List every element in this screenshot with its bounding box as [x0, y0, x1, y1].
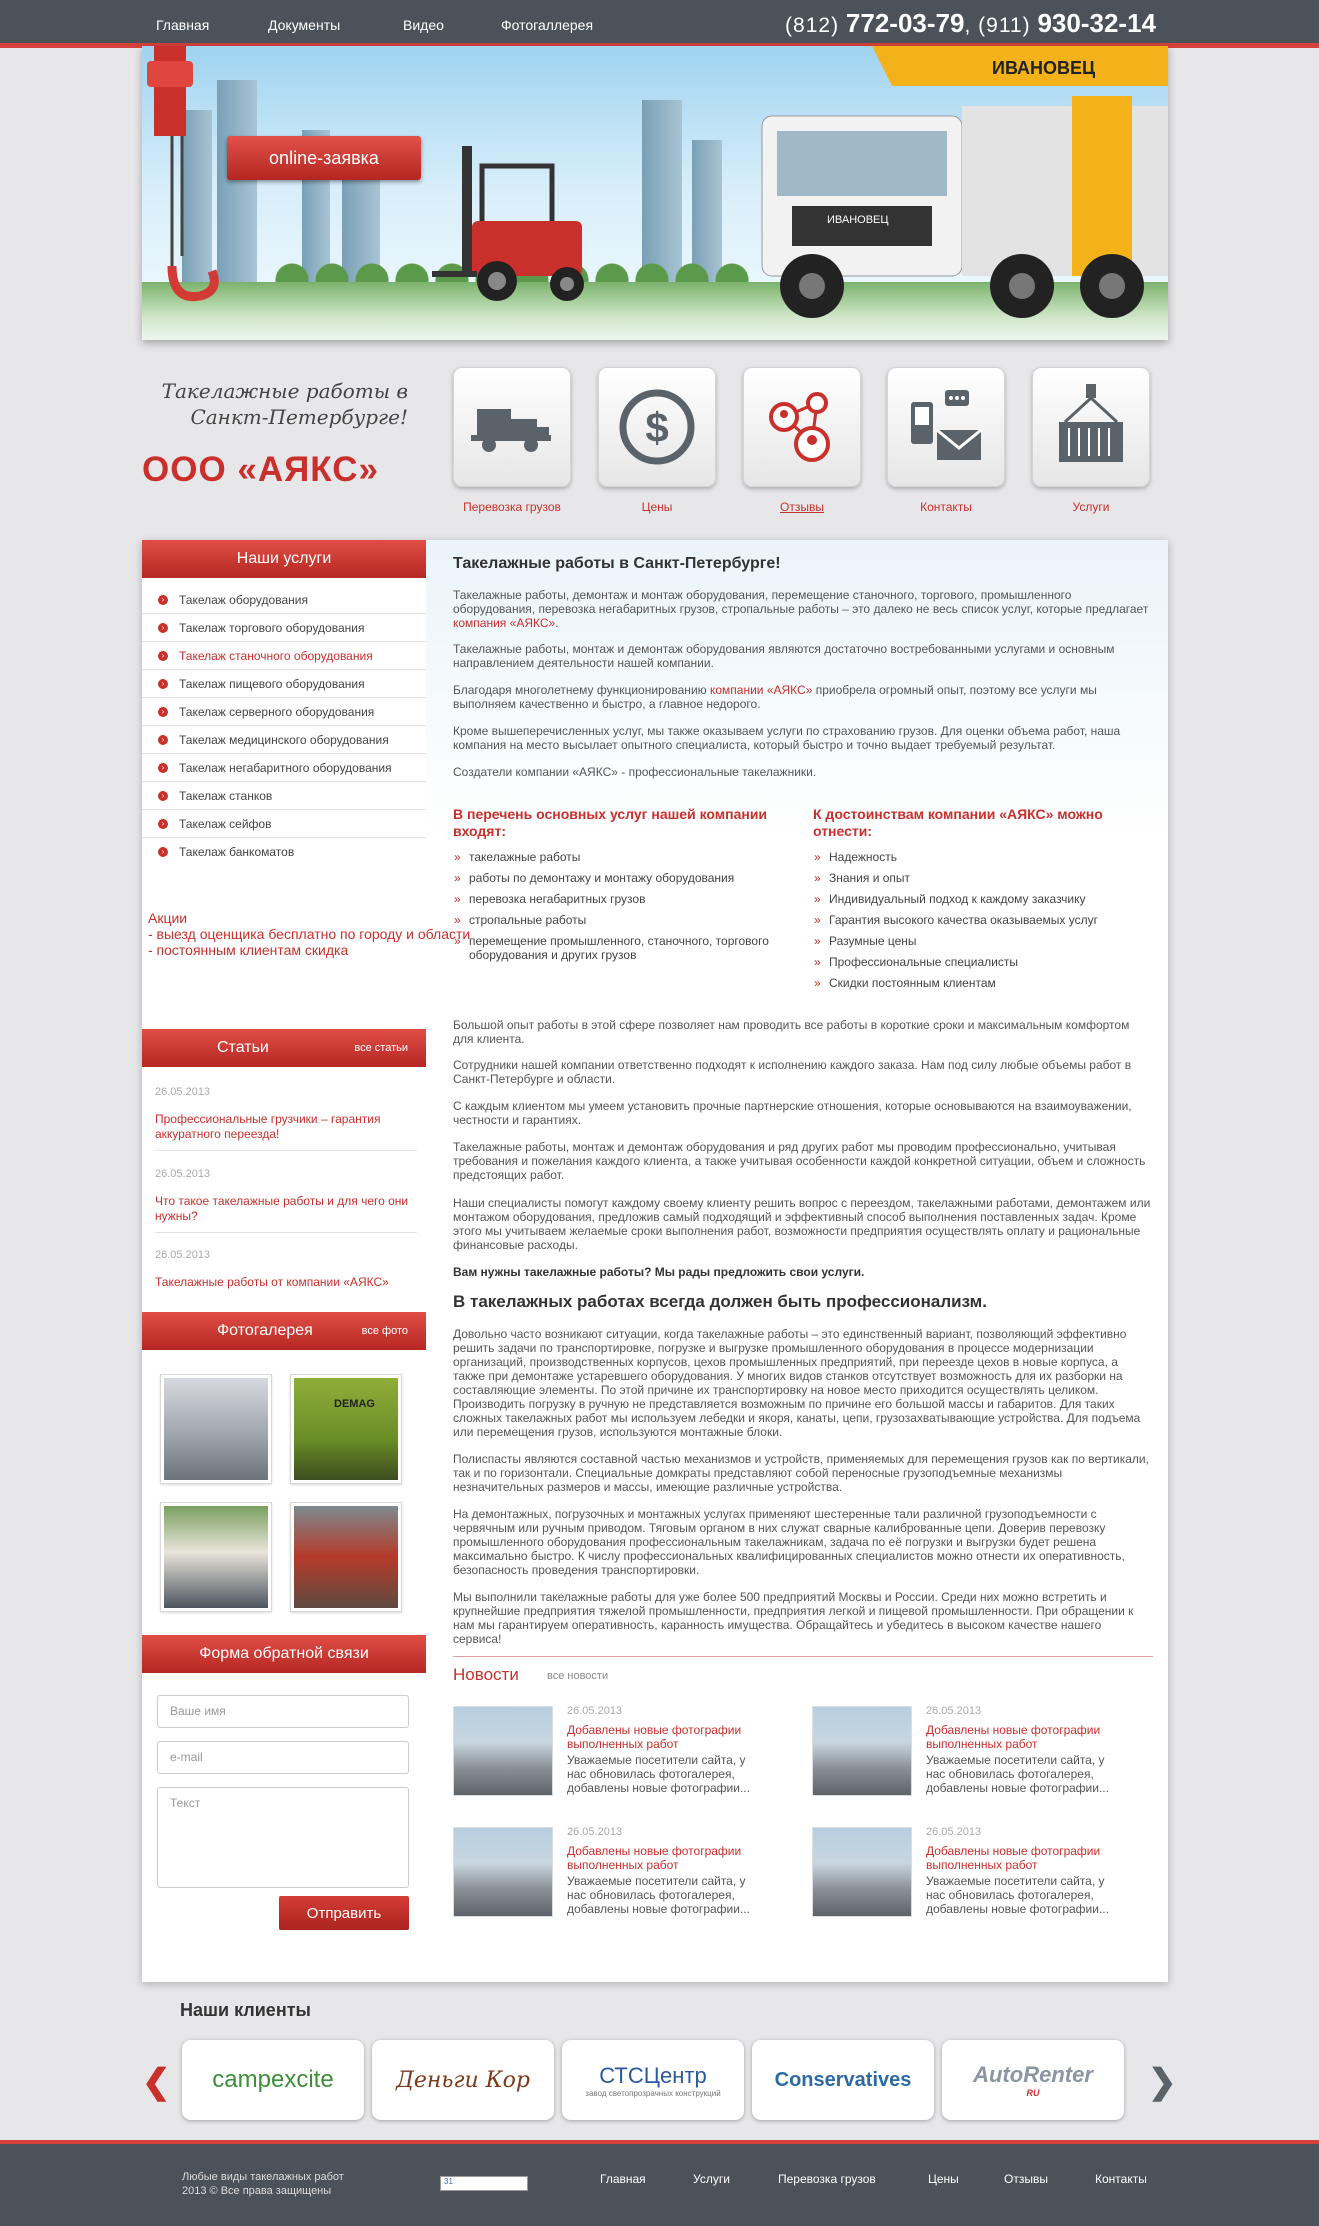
nav-documents[interactable]: Документы: [268, 17, 341, 33]
arrow-bullet-icon: ›: [158, 735, 168, 745]
dollar-icon: [617, 387, 697, 467]
advantages-list-item: » Разумные цены: [829, 934, 1149, 948]
nav-gallery[interactable]: Фотогаллерея: [501, 17, 594, 33]
content-panel: [142, 540, 1168, 1982]
promotion-item: - выезд оценщика бесплатно по городу и области: [148, 926, 471, 942]
brand-tagline: Такелажные работы в Санкт-Петербурге!: [161, 379, 408, 429]
truck-grille-label: ИВАНОВЕЦ: [827, 214, 889, 226]
service-item[interactable]: › Такелаж сейфов: [142, 810, 426, 838]
arrow-bullet-icon: ›: [158, 679, 168, 689]
call-to-action: Вам нужны такелажные работы? Мы рады предложить свои услуги.: [453, 1265, 865, 1279]
paragraph: Довольно часто возникают ситуации, когда такелажные работы – это единственный вариант, позволяющий эффективно решить задачи по транспортировке, погрузке и выгрузке промышленного оборудования в процессе модернизации организаций, производственных корпусов, цехов промышленных предприятий, при переезде цехов в новые корпуса, а также при демонтаже устаревшего оборудования. У многих видов станков отсутствует возможность для их разборки на составляющие элементы. По этой причине их транспортировку на новое место приходится осуществлять целиком. Производить погрузку в ручную не представляется возможным по причине его большой массы и габаритов. Для таких сложных такелажных работ мы используем лебедки и якоря, канаты, цепи, грузозахватывающие устройства. Для подъема или перемещения грузов, используются монтажные блоки.: [453, 1327, 1141, 1439]
quick-label-transport[interactable]: Перевозка грузов: [463, 500, 561, 514]
forklift-image: [402, 136, 602, 306]
service-item-active[interactable]: › Такелаж станочного оборудования: [142, 642, 426, 670]
intro-paragraph-5: Создатели компании «АЯКС» - профессиональные такелажники.: [453, 765, 817, 779]
news-title: Новости: [453, 1665, 519, 1684]
cargo-transport-icon-button[interactable]: [453, 367, 571, 487]
clients-title: Наши клиенты: [180, 2000, 311, 2020]
next-arrow-icon[interactable]: ❯: [1148, 2063, 1177, 2101]
all-articles-link[interactable]: все статьи: [354, 1042, 408, 1054]
article-date: 26.05.2013: [155, 1249, 211, 1261]
online-request-button[interactable]: online-заявка: [227, 136, 421, 180]
feedback-form-header: Форма обратной связи: [142, 1635, 426, 1673]
gallery-thumbnail[interactable]: [160, 1502, 272, 1612]
paragraph: Такелажные работы, монтаж и демонтаж оборудования и ряд других работ мы проводим профессионально, учитывая требования и пожелания каждого клиента, а также учитывая особенности каждой конкретной ситуации, объем и сложность предстоящих работ.: [453, 1140, 1146, 1182]
network-users-icon: [762, 387, 842, 467]
footer-nav-prices[interactable]: Цены: [928, 2172, 959, 2186]
intro-paragraph-1: Такелажные работы, демонтаж и монтаж оборудования, перемещение станочного, торгового, промышленного оборудования, перевозка негабаритных грузов, стропальные работы – это далеко не весь список услуг, которые предлагает компания «АЯКС».: [453, 588, 1149, 630]
news-excerpt: Уважаемые посетители сайта, у нас обновилась фотогалерея, добавлены новые фотографии...: [567, 1753, 750, 1795]
prices-icon-button[interactable]: [598, 367, 716, 487]
divider: [155, 1232, 417, 1233]
main-content: [426, 540, 1168, 1982]
phone-mail-icon: [901, 382, 991, 472]
advantages-list-title: К достоинствам компании «АЯКС» можно отнести:: [813, 806, 1103, 839]
client-logo-campexcite[interactable]: campexcite: [182, 2040, 364, 2120]
article-link[interactable]: Такелажные работы от компании «АЯКС»: [155, 1275, 389, 1289]
client-logo-conservatives[interactable]: Conservatives: [752, 2040, 934, 2120]
demag-photo: DEMAG: [294, 1378, 398, 1480]
company-name: ООО «АЯКС»: [142, 450, 379, 489]
news-image[interactable]: [812, 1706, 912, 1796]
quick-label-prices[interactable]: Цены: [641, 500, 673, 514]
gallery-thumbnail[interactable]: [290, 1502, 402, 1612]
gallery-thumbnail[interactable]: [160, 1374, 272, 1484]
client-logo-dengi-kor[interactable]: Деньги Кор: [372, 2040, 554, 2120]
service-item[interactable]: › Такелаж серверного оборудования: [142, 698, 426, 726]
advantages-list-item: » Профессиональные специалисты: [829, 955, 1149, 969]
prev-arrow-icon[interactable]: ❮: [142, 2063, 171, 2101]
all-photos-link[interactable]: все фото: [361, 1325, 408, 1337]
footer-nav-transport[interactable]: Перевозка грузов: [778, 2172, 876, 2186]
news-excerpt: Уважаемые посетители сайта, у нас обновилась фотогалерея, добавлены новые фотографии...: [926, 1753, 1109, 1795]
services-list-item: » перевозка негабаритных грузов: [469, 892, 789, 906]
phone-number-1: 772-03-79: [845, 8, 965, 38]
top-navigation-bar: [0, 0, 1319, 48]
paragraph: На демонтажных, погрузочных и монтажных услугах применяют шестеренные тали различной грузоподъемности с червячным или ручным приводом. Тяговым органом в них служат сварные калиброванные цепи. Доверив перевозку промышленного оборудования профессиональным такелажникам, задача по её погрузки и выгрузки будет решена максимально быстро. К числу профессиональных квалифицированных специалистов можно отнести их оперативность, безопасность проведения транспортировки.: [453, 1507, 1125, 1577]
arrow-bullet-icon: ›: [158, 763, 168, 773]
services-list-item: » стропальные работы: [469, 913, 789, 927]
phone-number-2: 930-32-14: [1037, 8, 1156, 38]
company-link[interactable]: компании «АЯКС»: [709, 683, 813, 697]
news-image[interactable]: [812, 1827, 912, 1917]
gallery-title: Фотогалерея: [217, 1322, 313, 1339]
divider: [155, 1150, 417, 1151]
quick-label-reviews[interactable]: Отзывы: [780, 500, 824, 514]
reviews-icon-button[interactable]: [743, 367, 861, 487]
service-item[interactable]: › Такелаж станков: [142, 782, 426, 810]
news-date: 26.05.2013: [567, 1826, 623, 1838]
news-excerpt: Уважаемые посетители сайта, у нас обновилась фотогалерея, добавлены новые фотографии...: [567, 1874, 750, 1916]
all-news-link[interactable]: все новости: [547, 1670, 609, 1682]
company-link[interactable]: компания «АЯКС»: [453, 616, 556, 630]
footer-nav-services[interactable]: Услуги: [693, 2172, 730, 2186]
advantages-list-item: » Индивидуальный подход к каждому заказчику: [829, 892, 1149, 906]
articles-title: Статьи: [217, 1039, 269, 1056]
client-logo-stc-center[interactable]: СТСЦентр завод светопрозрачных конструкций: [562, 2040, 744, 2120]
service-item[interactable]: › Такелаж медицинского оборудования: [142, 726, 426, 754]
news-date: 26.05.2013: [926, 1826, 982, 1838]
paragraph: Сотрудники нашей компании ответственно подходят к исполнению каждого заказа. Нам под силу любые объемы работ в Санкт-Петербурге и области.: [453, 1058, 1132, 1086]
container-crane-icon: [1051, 382, 1131, 472]
arrow-bullet-icon: ›: [158, 707, 168, 717]
phone-code-1: (812): [785, 14, 840, 37]
service-item[interactable]: › Такелаж негабаритного оборудования: [142, 754, 426, 782]
paragraph: С каждым клиентом мы умеем установить прочные партнерские отношения, которые основываются на взаимоуважении, честности и гарантиях.: [453, 1099, 1132, 1127]
news-image[interactable]: [453, 1827, 553, 1917]
phone-numbers: (812) 772-03-79, (911) 930-32-14: [785, 8, 1156, 38]
service-item[interactable]: › Такелаж оборудования: [142, 586, 426, 614]
service-item[interactable]: › Такелаж пищевого оборудования: [142, 670, 426, 698]
news-link[interactable]: Добавлены новые фотографии выполненных работ: [567, 1723, 742, 1751]
intro-paragraph-4: Кроме вышеперечисленных услуг, мы также оказываем услуги по страхованию грузов. Для оценки объема работ, наша компания на место высылает опытного специалиста, который быстро и точно выдает требуемый результат.: [453, 724, 1121, 752]
arrow-bullet-icon: ›: [158, 791, 168, 801]
news-link[interactable]: Добавлены новые фотографии выполненных работ: [567, 1844, 742, 1872]
advantages-list-item: » Гарантия высокого качества оказываемых услуг: [829, 913, 1159, 927]
gallery-thumbnail[interactable]: [290, 1374, 402, 1484]
footer: [0, 2140, 1319, 2226]
services-header: Наши услуги: [142, 540, 426, 578]
news-image[interactable]: [453, 1706, 553, 1796]
intro-paragraph-3: Благодаря многолетнему функционированию компании «АЯКС» приобрела огромный опыт, поэтому все услуги мы выполняем качественно и быстро, а главное недорого.: [453, 683, 1097, 711]
footer-nav-home[interactable]: Главная: [600, 2172, 646, 2186]
promotions-title: Акции: [148, 910, 188, 926]
advantages-list-item: » Скидки постоянным клиентам: [829, 976, 1149, 990]
phone-code-2: (911): [978, 14, 1031, 37]
submit-button[interactable]: Отправить: [279, 1896, 409, 1930]
services-icon-button[interactable]: [1032, 367, 1150, 487]
article-link[interactable]: Профессиональные грузчики – гарантия аккуратного переезда!: [155, 1112, 381, 1141]
quick-label-services[interactable]: Услуги: [1072, 500, 1110, 514]
advantages-list-item: » Знания и опыт: [829, 871, 1149, 885]
paragraph: Полиспасты являются составной частью механизмов и устройств, применяемых для перемещения грузов как по вертикали, так и по горизонтали. Специальные домкраты представляют собой переносные грузоподъемные механизмы незначительных размеров и массы, имеющие различные устройства.: [453, 1452, 1149, 1494]
service-item[interactable]: › Такелаж банкоматов: [142, 838, 426, 866]
crane-hook-image: [142, 46, 272, 336]
section-title: В такелажных работах всегда должен быть профессионализм.: [453, 1292, 987, 1311]
svg-text:$: $: [645, 404, 669, 451]
news-divider: [453, 1656, 1153, 1657]
news-link[interactable]: Добавлены новые фотографии выполненных работ: [926, 1723, 1101, 1751]
contacts-icon-button[interactable]: [887, 367, 1005, 487]
nav-video[interactable]: Видео: [403, 17, 444, 33]
paragraph: Большой опыт работы в этой сфере позволяет нам проводить все работы в короткие сроки и максимальным комфортом для клиента.: [453, 1018, 1130, 1046]
footer-nav-reviews[interactable]: Отзывы: [1004, 2172, 1048, 2186]
arrow-bullet-icon: ›: [158, 819, 168, 829]
quick-label-contacts[interactable]: Контакты: [920, 500, 972, 514]
intro-paragraph-2: Такелажные работы, монтаж и демонтаж оборудования являются достаточно востребованными услугами и основным направлением деятельности нашей компании.: [453, 642, 1115, 670]
email-input[interactable]: e-mail: [157, 1741, 409, 1774]
gallery-header: [142, 1312, 426, 1350]
news-excerpt: Уважаемые посетители сайта, у нас обновилась фотогалерея, добавлены новые фотографии...: [926, 1874, 1109, 1916]
services-list-item: » работы по демонтажу и монтажу оборудования: [469, 871, 789, 885]
client-logo-autorenter[interactable]: AutoRenter RU: [942, 2040, 1124, 2120]
services-list-item: » перемещение промышленного, станочного, торгового оборудования и других грузов: [469, 934, 769, 962]
paragraph: Мы выполнили такелажные работы для уже более 500 предприятий Москвы и России. Среди них можно встретить и крупнейшие предприятия тяжелой промышленности, предприятия легкой и пищевой промышленности. При обращении к нам мы гарантируем оперативность, каранность имущества. Обращайтесь и убедитесь в высоком качестве нашего сервиса!: [453, 1590, 1134, 1646]
arrow-bullet-icon: ›: [158, 651, 168, 661]
paragraph: Наши специалисты помогут каждому своему клиенту решить вопрос с переездом, такелажными работами, демонтажем или монтажом оборудования, предложив самый подходящий и эффективный способ выполнения поставленных задач. Кроме этого мы учитываем желаемые сроки выполнения работ, возможности предприятия осуществлять оплату и рациональные финансовые расходы.: [453, 1196, 1151, 1252]
crane-boom-label: ИВАНОВЕЦ: [992, 58, 1096, 78]
article-link[interactable]: Что такое такелажные работы и для чего они нужны?: [155, 1194, 409, 1223]
advantages-list-item: » Надежность: [829, 850, 1149, 864]
services-list-title: В перечень основных услуг нашей компании входят:: [453, 806, 768, 839]
name-input[interactable]: Ваше имя: [157, 1695, 409, 1728]
page-title: Такелажные работы в Санкт-Петербурге!: [453, 555, 781, 572]
promotions-block: [148, 910, 528, 958]
footer-nav-contacts[interactable]: Контакты: [1095, 2172, 1147, 2186]
copyright: Любые виды такелажных работ 2013 © Все права защищены: [182, 2171, 344, 2197]
services-list-item: » такелажные работы: [469, 850, 789, 864]
news-date: 26.05.2013: [926, 1705, 982, 1717]
arrow-bullet-icon: ›: [158, 847, 168, 857]
article-date: 26.05.2013: [155, 1086, 211, 1098]
news-link[interactable]: Добавлены новые фотографии выполненных работ: [926, 1844, 1101, 1872]
news-date: 26.05.2013: [567, 1705, 623, 1717]
service-item[interactable]: › Такелаж торгового оборудования: [142, 614, 426, 642]
hero-banner: [142, 46, 1168, 340]
visitor-counter[interactable]: 31: [440, 2176, 528, 2191]
arrow-bullet-icon: ›: [158, 595, 168, 605]
crane-truck-image: [742, 46, 1168, 326]
arrow-bullet-icon: ›: [158, 623, 168, 633]
article-date: 26.05.2013: [155, 1168, 211, 1180]
message-textarea[interactable]: Текст: [157, 1787, 409, 1888]
promotion-item: - постоянным клиентам скидка: [148, 942, 349, 958]
articles-header: [142, 1029, 426, 1067]
nav-home[interactable]: Главная: [156, 17, 210, 33]
truck-icon: [467, 397, 557, 457]
